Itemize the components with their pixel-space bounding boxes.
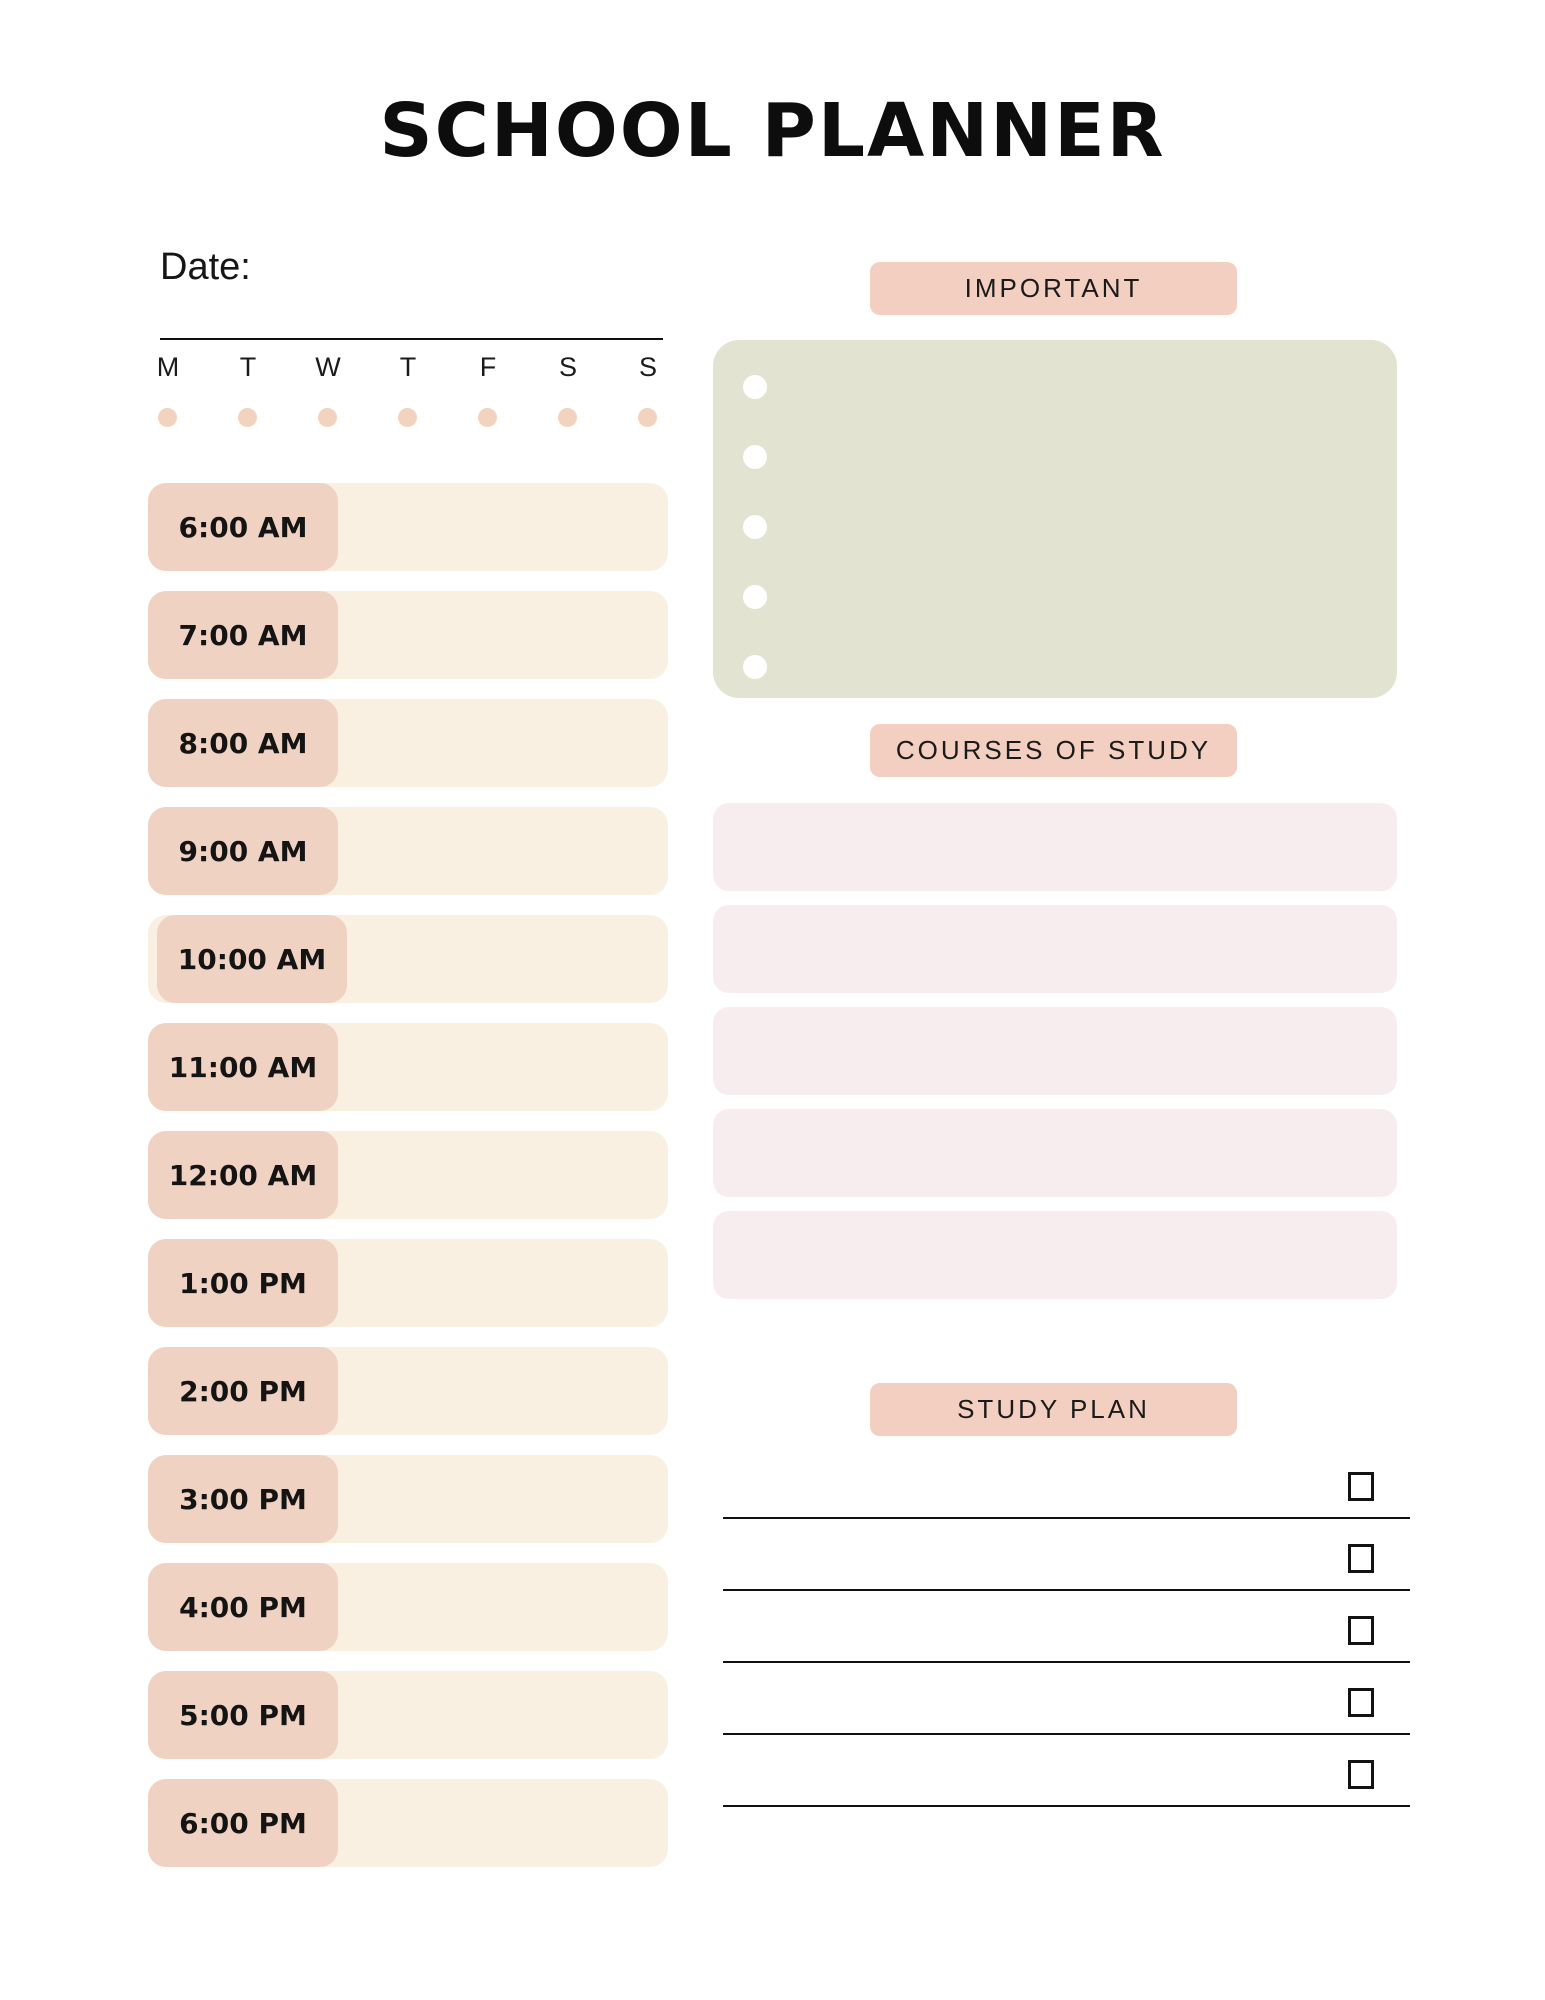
time-label: 9:00 AM bbox=[148, 807, 338, 895]
study-plan-checkbox[interactable] bbox=[1348, 1472, 1374, 1501]
binder-hole bbox=[743, 515, 767, 539]
schedule-row bbox=[148, 1131, 668, 1219]
time-label: 6:00 AM bbox=[148, 483, 338, 571]
schedule-row bbox=[148, 1239, 668, 1327]
day-label: M bbox=[156, 352, 180, 382]
section-header-study-plan: STUDY PLAN bbox=[870, 1383, 1237, 1436]
day-label: W bbox=[315, 352, 341, 382]
study-plan-line[interactable] bbox=[723, 1517, 1410, 1519]
study-plan-line[interactable] bbox=[723, 1589, 1410, 1591]
schedule-row bbox=[148, 915, 668, 1003]
schedule-row bbox=[148, 483, 668, 571]
section-header-courses: COURSES OF STUDY bbox=[870, 724, 1237, 777]
course-input-row[interactable] bbox=[713, 803, 1397, 891]
time-label: 12:00 AM bbox=[148, 1131, 338, 1219]
study-plan-line[interactable] bbox=[723, 1805, 1410, 1807]
page-title: SCHOOL PLANNER bbox=[379, 88, 1166, 174]
day-label: S bbox=[638, 352, 657, 382]
day-dot[interactable] bbox=[318, 408, 337, 427]
time-label: 11:00 AM bbox=[148, 1023, 338, 1111]
time-label: 6:00 PM bbox=[148, 1779, 338, 1867]
schedule-row bbox=[148, 807, 668, 895]
time-label: 1:00 PM bbox=[148, 1239, 338, 1327]
time-label: 8:00 AM bbox=[148, 699, 338, 787]
day-label: S bbox=[558, 352, 577, 382]
time-label: 5:00 PM bbox=[148, 1671, 338, 1759]
study-plan-line[interactable] bbox=[723, 1733, 1410, 1735]
schedule-row bbox=[148, 699, 668, 787]
day-dot[interactable] bbox=[238, 408, 257, 427]
study-plan-checkbox[interactable] bbox=[1348, 1760, 1374, 1789]
schedule-row bbox=[148, 591, 668, 679]
time-label: 2:00 PM bbox=[148, 1347, 338, 1435]
day-label: T bbox=[239, 352, 257, 382]
binder-hole bbox=[743, 655, 767, 679]
course-input-row[interactable] bbox=[713, 1109, 1397, 1197]
schedule-row bbox=[148, 1023, 668, 1111]
time-label: 4:00 PM bbox=[148, 1563, 338, 1651]
day-label: T bbox=[399, 352, 417, 382]
time-label: 3:00 PM bbox=[148, 1455, 338, 1543]
schedule-row bbox=[148, 1455, 668, 1543]
day-dot[interactable] bbox=[158, 408, 177, 427]
schedule-row bbox=[148, 1671, 668, 1759]
binder-hole bbox=[743, 585, 767, 609]
day-dot[interactable] bbox=[478, 408, 497, 427]
day-dot[interactable] bbox=[638, 408, 657, 427]
study-plan-line[interactable] bbox=[723, 1661, 1410, 1663]
study-plan-checkbox[interactable] bbox=[1348, 1544, 1374, 1573]
day-dot[interactable] bbox=[558, 408, 577, 427]
important-notes-area[interactable] bbox=[713, 340, 1397, 698]
schedule-row bbox=[148, 1347, 668, 1435]
day-label: F bbox=[479, 352, 497, 382]
schedule-row bbox=[148, 1779, 668, 1867]
date-label: Date: bbox=[160, 246, 251, 288]
date-input-line[interactable] bbox=[160, 338, 663, 340]
course-input-row[interactable] bbox=[713, 1007, 1397, 1095]
course-input-row[interactable] bbox=[713, 905, 1397, 993]
study-plan-checkbox[interactable] bbox=[1348, 1688, 1374, 1717]
time-label: 10:00 AM bbox=[157, 915, 347, 1003]
section-header-important: IMPORTANT bbox=[870, 262, 1237, 315]
day-dot[interactable] bbox=[398, 408, 417, 427]
course-input-row[interactable] bbox=[713, 1211, 1397, 1299]
study-plan-checkbox[interactable] bbox=[1348, 1616, 1374, 1645]
binder-hole bbox=[743, 375, 767, 399]
schedule-row bbox=[148, 1563, 668, 1651]
time-label: 7:00 AM bbox=[148, 591, 338, 679]
binder-hole bbox=[743, 445, 767, 469]
